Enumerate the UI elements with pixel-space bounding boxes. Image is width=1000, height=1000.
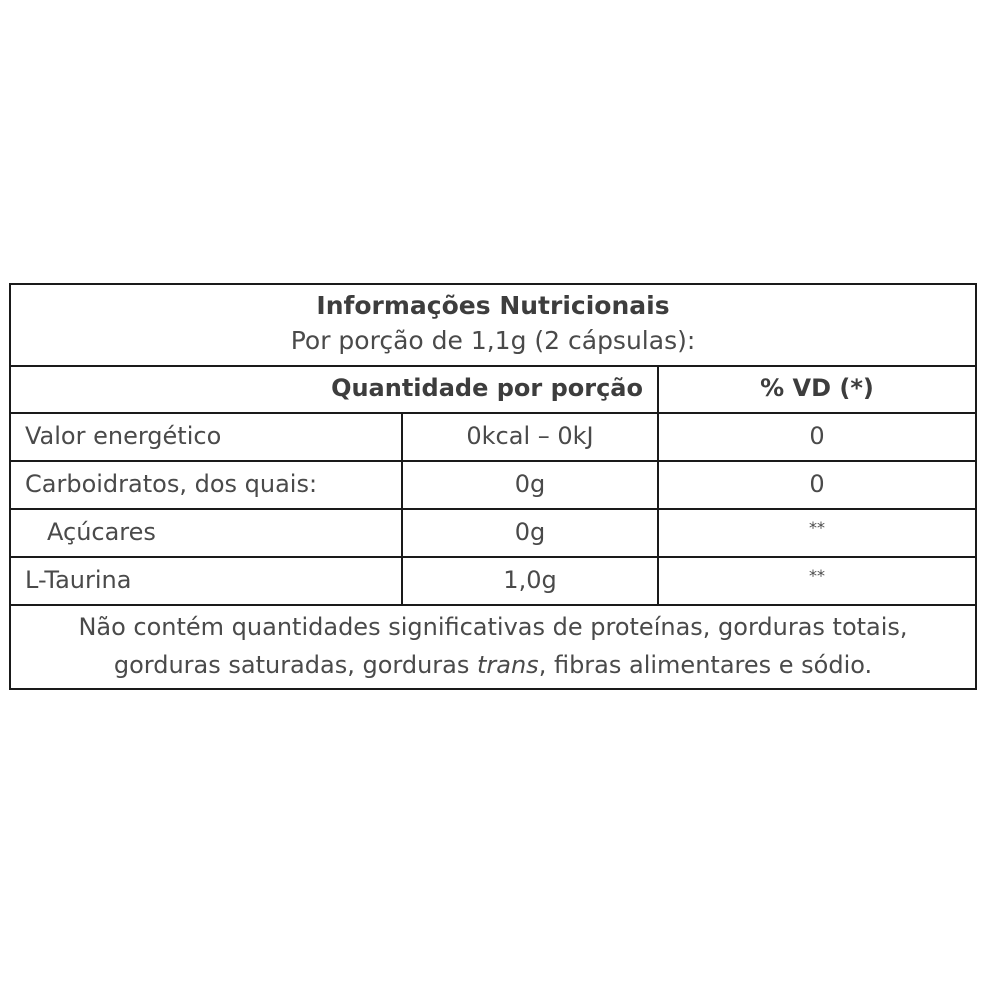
column-header-row	[11, 365, 975, 412]
table-row	[11, 412, 975, 460]
nutrient-name: Açúcares	[11, 510, 403, 556]
nutrient-vd: **	[809, 566, 825, 585]
table-title: Informações Nutricionais	[316, 291, 670, 320]
footer-row	[11, 604, 975, 688]
column-header-vd: % VD (*)	[760, 374, 874, 402]
table-row	[11, 460, 975, 508]
nutrient-name: Valor energético	[11, 414, 403, 460]
nutrient-vd: 0	[809, 422, 825, 450]
serving-size: Por porção de 1,1g (2 cápsulas):	[290, 326, 696, 355]
footnote-text-start: Não contém quantidades significativas de proteínas, gorduras totais, gorduras saturadas, gorduras	[78, 613, 908, 679]
nutrient-amount: 0kcal – 0kJ	[403, 414, 659, 460]
nutrient-amount: 0g	[403, 510, 659, 556]
nutrient-vd: **	[809, 518, 825, 537]
table-row	[11, 508, 975, 556]
footnote-text-end: , fibras alimentares e sódio.	[538, 651, 873, 679]
nutrient-vd: 0	[809, 470, 825, 498]
nutrient-name: L-Taurina	[11, 558, 403, 604]
table-row	[11, 556, 975, 604]
column-header-quantity: Quantidade por porção	[11, 367, 659, 412]
nutrient-amount: 0g	[403, 462, 659, 508]
nutrient-name: Carboidratos, dos quais:	[11, 462, 403, 508]
table-header	[11, 285, 975, 365]
nutrient-amount: 1,0g	[403, 558, 659, 604]
nutrition-facts-table	[9, 283, 977, 690]
footnote-italic: trans	[476, 651, 539, 679]
footnote	[11, 606, 975, 688]
